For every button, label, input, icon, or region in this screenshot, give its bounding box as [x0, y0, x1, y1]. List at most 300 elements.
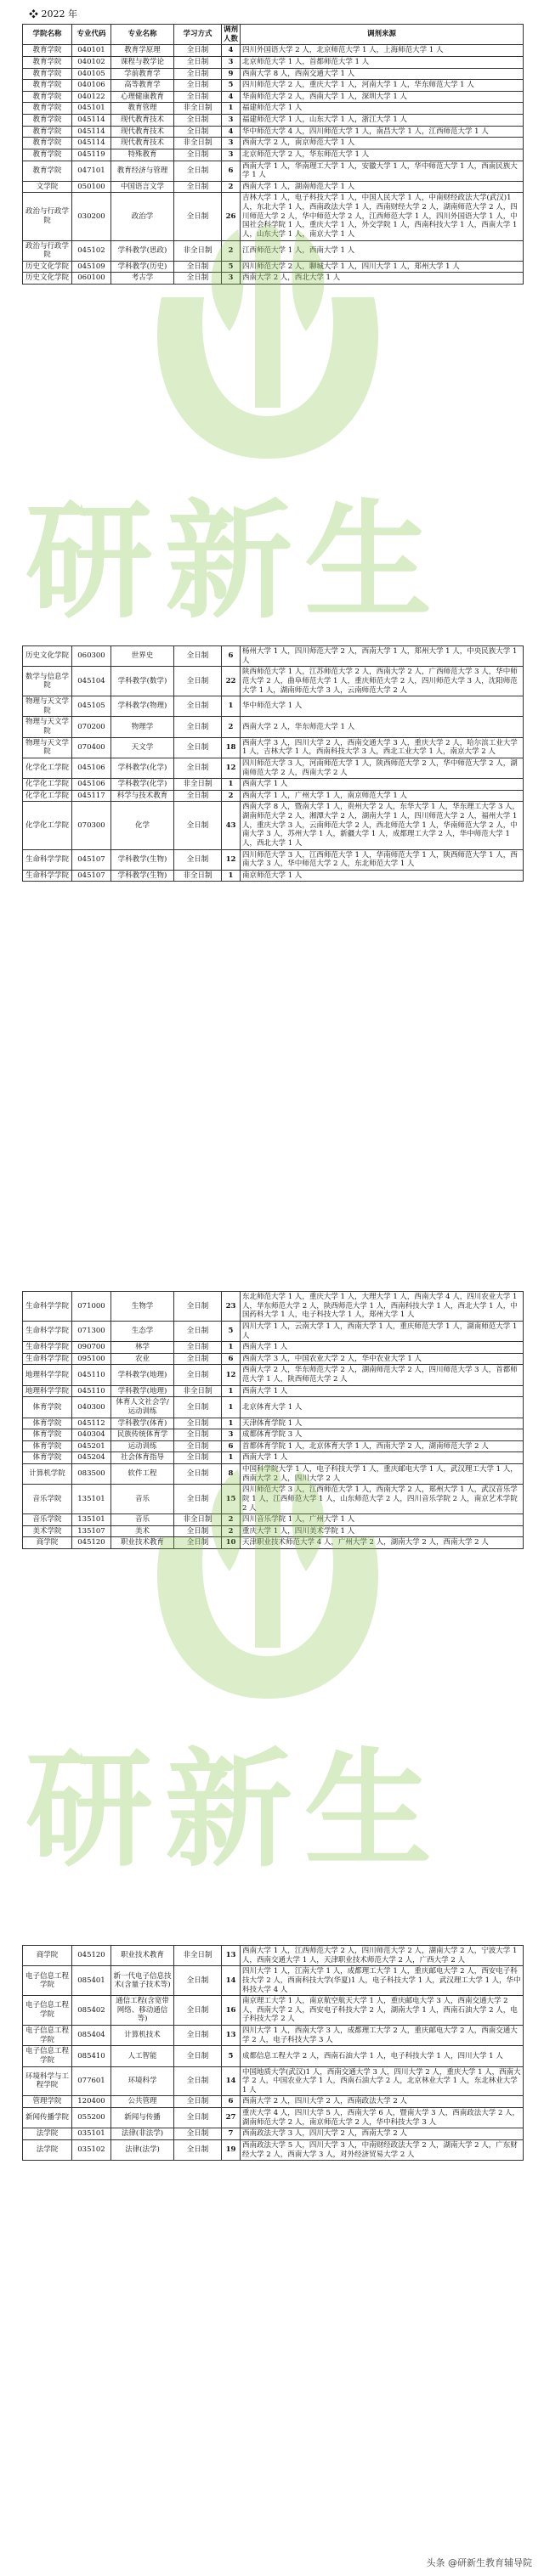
count-cell: 7: [222, 2128, 241, 2140]
table-row: [23, 2096, 524, 2108]
mode-cell: 全日制: [174, 261, 222, 273]
table-row: [23, 2139, 524, 2160]
college-cell: 生命科学学院: [23, 849, 72, 870]
college-cell: 生命科学学院: [23, 1292, 72, 1322]
table-row: [23, 1365, 524, 1385]
table-row: [23, 1452, 524, 1464]
college-cell: 环境科学与工程学院: [23, 2066, 72, 2096]
source-cell: 西南大学 1 人，江西师范大学 2 人，四川师范大学 2 人，湖南大学 2 人，宁波大学 1 人，西南交通大学 1 人，天津职业技术师范大学 2 人，广西大学 2 人: [241, 1946, 524, 1966]
mode-cell: 全日制: [174, 737, 222, 758]
count-cell: 1: [222, 779, 241, 791]
source-cell: 江西师范大学 1 人，西南大学 1 人: [241, 240, 524, 261]
college-cell: 历史文化学院: [23, 273, 72, 285]
major-cell: 化学: [111, 802, 174, 849]
source-cell: 天津体育学院 1 人: [241, 1418, 524, 1429]
code-cell: 045104: [72, 667, 111, 696]
college-cell: 电子信息工程学院: [23, 2046, 72, 2066]
source-cell: 天津职业技术师范大学 4 人，广州大学 2 人，湖南大学 2 人，西南大学 2 人: [241, 1537, 524, 1549]
source-cell: 西南大学 1 人: [241, 1385, 524, 1397]
source-cell: 西南大学 2 人，华东师范大学 1 人: [241, 717, 524, 737]
table-row: [23, 1440, 524, 1452]
college-cell: 体育学院: [23, 1429, 72, 1441]
mode-cell: 全日制: [174, 1321, 222, 1341]
code-cell: 045106: [72, 779, 111, 791]
count-cell: 12: [222, 758, 241, 778]
transfer-table: [22, 24, 524, 285]
transfer-table: [22, 1945, 524, 2161]
mode-cell: 全日制: [174, 1353, 222, 1365]
source-cell: 东北师范大学 1 人，重庆大学 1 人，大理大学 1 人，西南大学 4 人，四川农业大学 1 人，华东师范大学 2 人，陕西师范大学 1 人，西南科技大学 1 人，西北大学 1 人，中国药科大学 1 人，电子科技大学 1 人，郑州大学 1 人: [241, 1292, 524, 1322]
code-cell: 060100: [72, 273, 111, 285]
count-cell: 1: [222, 1452, 241, 1464]
source-cell: 成都信息工程大学 2 人，西南石油大学 1 人，电子科技大学 1 人，四川大学 1 人: [241, 2046, 524, 2066]
count-cell: 12: [222, 1365, 241, 1385]
table-row: [23, 1342, 524, 1354]
mode-cell: 全日制: [174, 1418, 222, 1429]
source-cell: 南京师范大学 1 人: [241, 870, 524, 882]
table-panel-2: [22, 645, 524, 882]
count-cell: 2: [222, 717, 241, 737]
table-row: [23, 1429, 524, 1441]
code-cell: 070400: [72, 737, 111, 758]
table-row: [23, 273, 524, 285]
source-cell: 四川师范大学 3 人，江西师范大学 1 人，西南大学 2 人，郑州大学 1 人，武汉音乐学院 1 人，江西师范大学 1 人，山东师范大学 2 人，四川音乐学院 2 人，南京艺术学院 2 人: [241, 1485, 524, 1514]
source-cell: 西南大学 3 人，四川大学 2 人，西南交通大学 3 人，重庆大学 2 人，哈尔滨工业大学 1 人，吉林大学 1 人，西南科技大学 3 人，西北工业大学 1 人，南京大学 2 人: [241, 737, 524, 758]
table-row: [23, 758, 524, 778]
table-row: [23, 115, 524, 127]
mode-cell: 全日制: [174, 80, 222, 92]
mode-cell: 非全日制: [174, 240, 222, 261]
count-cell: 1: [222, 1418, 241, 1429]
code-cell: 040304: [72, 1429, 111, 1441]
count-cell: 3: [222, 1429, 241, 1441]
source-cell: 南京理工大学 1 人，南京航空航天大学 1 人，重庆邮电大学 3 人，西南交通大学 2 人，西南大学 2 人，西安电子科技大学 2 人，湖南大学 1 人，西南石油大学 2 人，电子科技大学 2 人: [241, 1996, 524, 2026]
college-cell: 法学院: [23, 2139, 72, 2160]
mode-cell: 非全日制: [174, 1514, 222, 1526]
mode-cell: 全日制: [174, 193, 222, 240]
source-cell: 四川师范大学 2 人，重庆大学 1 人，河南大学 1 人，华东师范大学 1 人: [241, 80, 524, 92]
college-cell: 体育学院: [23, 1452, 72, 1464]
mode-cell: 全日制: [174, 696, 222, 717]
source-cell: 重庆大学 4 人，四川大学 5 人，西南大学 6 人，暨南大学 3 人，西南政法大学 2 人，湖南师范大学 2 人，南京师范大学 2 人，华中科技大学 3 人: [241, 2108, 524, 2128]
mode-cell: 全日制: [174, 1440, 222, 1452]
source-cell: 四川师范大学 3 人，河南师范大学 1 人，陕西师范大学 2 人，华中师范大学 2 人，湖南师范大学 2 人，西南大学 2 人: [241, 758, 524, 778]
mode-cell: 全日制: [174, 1996, 222, 2026]
count-cell: 2: [222, 240, 241, 261]
code-cell: 085402: [72, 1996, 111, 2026]
count-cell: 6: [222, 161, 241, 181]
code-cell: 045114: [72, 138, 111, 149]
source-cell: 四川大学 1 人，云南大学 1 人，西南大学 1 人，重庆师范大学 1 人，湖南师范大学 1 人: [241, 1321, 524, 1341]
count-cell: 5: [222, 1321, 241, 1341]
major-cell: 法律(法学): [111, 2139, 174, 2160]
mode-cell: 全日制: [174, 68, 222, 80]
source-cell: 西南大学 1 人，湖南师范大学 1 人: [241, 181, 524, 193]
table-row: [23, 1418, 524, 1429]
major-cell: 科学与技术教育: [111, 790, 174, 802]
count-cell: 3: [222, 273, 241, 285]
mode-cell: 非全日制: [174, 870, 222, 882]
source-cell: 华南师范大学 2 人，西南大学 1 人，深圳大学 1 人: [241, 91, 524, 103]
code-cell: 045119: [72, 149, 111, 161]
table-row: [23, 717, 524, 737]
source-cell: 西南大学 1 人: [241, 1452, 524, 1464]
major-cell: 教育管理: [111, 103, 174, 115]
source-cell: 成都体育学院 3 人: [241, 1429, 524, 1441]
code-cell: 040105: [72, 68, 111, 80]
major-cell: 生态学: [111, 1321, 174, 1341]
college-cell: 计算机学院: [23, 1464, 72, 1485]
major-cell: 学科教学(思政): [111, 240, 174, 261]
college-cell: 物理与天文学院: [23, 717, 72, 737]
table-row: [23, 138, 524, 149]
mode-cell: 全日制: [174, 802, 222, 849]
count-cell: 3: [222, 149, 241, 161]
college-cell: 地理科学学院: [23, 1385, 72, 1397]
major-cell: 学前教育学: [111, 68, 174, 80]
source-cell: 福建师范大学 1 人: [241, 103, 524, 115]
column-header: 专业名称: [111, 25, 174, 45]
count-cell: 3: [222, 56, 241, 68]
code-cell: 045204: [72, 1452, 111, 1464]
count-cell: 3: [222, 138, 241, 149]
table-row: [23, 1397, 524, 1418]
mode-cell: 全日制: [174, 115, 222, 127]
source-cell: 西南大学 1 人: [241, 779, 524, 791]
count-cell: 4: [222, 91, 241, 103]
code-cell: 045120: [72, 1946, 111, 1966]
table-row: [23, 1321, 524, 1341]
mode-cell: 全日制: [174, 1397, 222, 1418]
count-cell: 23: [222, 1292, 241, 1322]
table-row: [23, 1385, 524, 1397]
mode-cell: 全日制: [174, 1537, 222, 1549]
code-cell: 060300: [72, 646, 111, 667]
column-header: 学院名称: [23, 25, 72, 45]
count-cell: 6: [222, 646, 241, 667]
major-cell: 学科教学(物理): [111, 696, 174, 717]
major-cell: 学科教学(历史): [111, 261, 174, 273]
college-cell: 教育学院: [23, 80, 72, 92]
code-cell: 045112: [72, 1418, 111, 1429]
source-cell: 福建师范大学 1 人，山东大学 1 人，浙江大学 1 人: [241, 115, 524, 127]
college-cell: 化学化工学院: [23, 802, 72, 849]
source-cell: 西南大学 1 人，华南理工大学 1 人，安徽大学 1 人，华中师范大学 1 人，西南民族大学 1 人: [241, 161, 524, 181]
table-row: [23, 1485, 524, 1514]
source-cell: 首都体育学院 1 人，北京体育大学 1 人，西南大学 2 人，湖南师范大学 2 人: [241, 1440, 524, 1452]
table-row: [23, 103, 524, 115]
source-cell: 西南大学 8 人，暨南大学 1 人，贵州大学 2 人，东华大学 1 人，华东理工大学 3 人，湖南师范大学 2 人，湘潭大学 2 人，湖南大学 1 人，四川师范大学 2 人，福州大学 1 人，重庆大学 3 人，云南师范大学 2 人，西北师范大学 1 人，华南师范大学 2 人，中南大学 3 人，苏州大学 1 人，新疆大学 1 人，成都理工大学 2 人，华中师范大学 1 人，西北大学 1 人: [241, 802, 524, 849]
count-cell: 1: [222, 870, 241, 882]
college-cell: 教育学院: [23, 56, 72, 68]
count-cell: 2: [222, 181, 241, 193]
college-cell: 教育学院: [23, 68, 72, 80]
code-cell: 135107: [72, 1525, 111, 1537]
major-cell: 职业技术教育: [111, 1946, 174, 1966]
code-cell: 045102: [72, 240, 111, 261]
mode-cell: 全日制: [174, 1525, 222, 1537]
major-cell: 特殊教育: [111, 149, 174, 161]
mode-cell: 全日制: [174, 1966, 222, 1996]
college-cell: 物理与天文学院: [23, 696, 72, 717]
source-cell: 中国科学院大学 1 人，电子科技大学 1 人，重庆邮电大学 1 人，武汉理工大学 1 人，西南大学 2 人，四川大学 2 人: [241, 1464, 524, 1485]
college-cell: 音乐学院: [23, 1485, 72, 1514]
college-cell: 地理科学学院: [23, 1365, 72, 1385]
major-cell: 公共管理: [111, 2096, 174, 2108]
college-cell: 历史文化学院: [23, 261, 72, 273]
major-cell: 学科教学(生物): [111, 849, 174, 870]
college-cell: 商学院: [23, 1537, 72, 1549]
mode-cell: 全日制: [174, 126, 222, 138]
college-cell: 化学化工学院: [23, 779, 72, 791]
source-cell: 北京师范大学 2 人，华东师范大学 1 人: [241, 149, 524, 161]
mode-cell: 全日制: [174, 1485, 222, 1514]
table-row: [23, 779, 524, 791]
code-cell: 045106: [72, 758, 111, 778]
major-cell: 音乐: [111, 1485, 174, 1514]
mode-cell: 全日制: [174, 2066, 222, 2096]
count-cell: 4: [222, 126, 241, 138]
major-cell: 考古学: [111, 273, 174, 285]
source-cell: 西南大学 8 人，西南交通大学 1 人: [241, 68, 524, 80]
count-cell: 1: [222, 1342, 241, 1354]
college-cell: 生命科学学院: [23, 870, 72, 882]
count-cell: 8: [222, 1464, 241, 1485]
mode-cell: 全日制: [174, 2108, 222, 2128]
table-row: [23, 91, 524, 103]
mode-cell: 全日制: [174, 91, 222, 103]
column-header: 调剂来源: [241, 25, 524, 45]
table-row: [23, 2026, 524, 2046]
mode-cell: 全日制: [174, 790, 222, 802]
college-cell: 文学院: [23, 181, 72, 193]
count-cell: 12: [222, 849, 241, 870]
major-cell: 物理学: [111, 717, 174, 737]
table-row: [23, 1525, 524, 1537]
source-cell: 西南大学 2 人，南京师范大学 1 人: [241, 138, 524, 149]
count-cell: 1: [222, 103, 241, 115]
source-cell: 陕西师范大学 1 人，江苏师范大学 2 人，西南大学 2 人，广西师范大学 3 人，华中师范大学 2 人，曲阜师范大学 1 人，重庆师范大学 2 人，四川师范大学 3 人，沈阳师范大学 1 人，湖南师范大学 3 人，云南师范大学 2 人: [241, 667, 524, 696]
code-cell: 045109: [72, 261, 111, 273]
source-cell: 吉林大学 1 人，电子科技大学 1 人，中国人民大学 1 人，中南财经政法大学(武汉)1 人，东北大学 1 人，西南政法大学 1 人，西南财经大学 2 人，湖南师范大学 2 人，四川师范大学 2 人，华中师范大学 2 人，江西师范大学 1 人，四川外国语大学 1 人，中国社会科学院 1 人，重庆大学 1 人，外交学院 1 人，西南科技大学 1 人，西南大学 1 人，山东大学 1 人，南京大学 1 人: [241, 193, 524, 240]
major-cell: 学科教学(化学): [111, 779, 174, 791]
mode-cell: 全日制: [174, 56, 222, 68]
major-cell: 音乐: [111, 1514, 174, 1526]
source-cell: 重庆大学 1 人，四川美术学院 1 人: [241, 1525, 524, 1537]
table-row: [23, 149, 524, 161]
major-cell: 学科教学(地理): [111, 1365, 174, 1385]
count-cell: 26: [222, 193, 241, 240]
college-cell: 法学院: [23, 2128, 72, 2140]
major-cell: 教育经济与管理: [111, 161, 174, 181]
college-cell: 教育学院: [23, 91, 72, 103]
table-panel-4: [22, 1945, 524, 2161]
source-cell: 西南大学 1 人，广州大学 1 人，南京师范大学 1 人: [241, 790, 524, 802]
college-cell: 电子信息工程学院: [23, 1996, 72, 2026]
table-row: [23, 1464, 524, 1485]
college-cell: 生命科学学院: [23, 1321, 72, 1341]
college-cell: 化学化工学院: [23, 790, 72, 802]
source-cell: 北京师范大学 1 人，首都师范大学 1 人: [241, 56, 524, 68]
major-cell: 民族传统体育学: [111, 1429, 174, 1441]
major-cell: 现代教育技术: [111, 138, 174, 149]
mode-cell: 全日制: [174, 181, 222, 193]
count-cell: 43: [222, 802, 241, 849]
count-cell: 1: [222, 1385, 241, 1397]
count-cell: 18: [222, 737, 241, 758]
source-cell: 四川大学 1 人，江南大学 1 人，成都理工大学 1 人，重庆邮电大学 2 人，西安电子科技大学 2 人，西南科技大学(华夏)1 人，电子科技大学 1 人，武汉理工大学 1 人，华中科技大学 4 人: [241, 1966, 524, 1996]
college-cell: 电子信息工程学院: [23, 1966, 72, 1996]
college-cell: 生命科学学院: [23, 1342, 72, 1354]
table-row: [23, 1946, 524, 1966]
source-cell: 西南大学 2 人，四川大学 2 人，西南政法大学 2 人: [241, 2096, 524, 2108]
mode-cell: 非全日制: [174, 1385, 222, 1397]
major-cell: 政治学: [111, 193, 174, 240]
table-row: [23, 2066, 524, 2096]
count-cell: 1: [222, 696, 241, 717]
code-cell: 045110: [72, 1385, 111, 1397]
code-cell: 045110: [72, 1365, 111, 1385]
year-heading: ❖ 2022 年: [29, 8, 77, 20]
count-cell: 9: [222, 68, 241, 80]
major-cell: 运动训练: [111, 1440, 174, 1452]
table-row: [23, 849, 524, 870]
code-cell: 040102: [72, 56, 111, 68]
count-cell: 19: [222, 2139, 241, 2160]
count-cell: 14: [222, 2066, 241, 2096]
table-row: [23, 68, 524, 80]
table-panel-1: [22, 24, 524, 285]
mode-cell: 全日制: [174, 849, 222, 870]
mode-cell: 全日制: [174, 1429, 222, 1441]
code-cell: 045120: [72, 1537, 111, 1549]
table-row: [23, 667, 524, 696]
major-cell: 学科教学(体育): [111, 1418, 174, 1429]
code-cell: 045201: [72, 1440, 111, 1452]
code-cell: 040300: [72, 1397, 111, 1418]
code-cell: 085410: [72, 2046, 111, 2066]
code-cell: 085404: [72, 2026, 111, 2046]
mode-cell: 全日制: [174, 45, 222, 57]
count-cell: 1: [222, 1397, 241, 1418]
table-row: [23, 161, 524, 181]
major-cell: 学科教学(生物): [111, 870, 174, 882]
mode-cell: 全日制: [174, 758, 222, 778]
count-cell: 22: [222, 667, 241, 696]
count-cell: 13: [222, 2026, 241, 2046]
table-row: [23, 193, 524, 240]
mode-cell: 非全日制: [174, 1946, 222, 1966]
code-cell: 035102: [72, 2139, 111, 2160]
source-cell: 西南政法大学 3 人，四川大学 2 人，西南大学 2 人: [241, 2128, 524, 2140]
source-cell: 四川师范大学 3 人，江西师范大学 1 人，华南师范大学 1 人，陕西师范大学 1 人，西南大学 3 人，华中师范大学 2 人，东北师范大学 1 人: [241, 849, 524, 870]
major-cell: 学科教学(化学): [111, 758, 174, 778]
code-cell: 045105: [72, 696, 111, 717]
major-cell: 心理健康教育: [111, 91, 174, 103]
college-cell: 体育学院: [23, 1418, 72, 1429]
code-cell: 045107: [72, 849, 111, 870]
major-cell: 人工智能: [111, 2046, 174, 2066]
mode-cell: 全日制: [174, 1342, 222, 1354]
code-cell: 077601: [72, 2066, 111, 2096]
code-cell: 070300: [72, 802, 111, 849]
table-panel-3: [22, 1291, 524, 1549]
code-cell: 135101: [72, 1485, 111, 1514]
code-cell: 045101: [72, 103, 111, 115]
major-cell: 美术: [111, 1525, 174, 1537]
major-cell: 教育学原理: [111, 45, 174, 57]
code-cell: 040101: [72, 45, 111, 57]
count-cell: 6: [222, 1440, 241, 1452]
count-cell: 6: [222, 2096, 241, 2108]
table-row: [23, 2046, 524, 2066]
watermark-text: 研新生: [26, 1737, 445, 1885]
major-cell: 新闻与传播: [111, 2108, 174, 2128]
major-cell: 天文学: [111, 737, 174, 758]
code-cell: 055200: [72, 2108, 111, 2128]
code-cell: 120400: [72, 2096, 111, 2108]
code-cell: 090700: [72, 1342, 111, 1354]
mode-cell: 全日制: [174, 273, 222, 285]
count-cell: 15: [222, 1485, 241, 1514]
code-cell: 040122: [72, 91, 111, 103]
college-cell: 生命科学学院: [23, 1353, 72, 1365]
table-row: [23, 2108, 524, 2128]
major-cell: 计算机技术: [111, 2026, 174, 2046]
college-cell: 管理学院: [23, 2096, 72, 2108]
source-cell: 中国地质大学(武汉)1 人，西南交通大学 3 人，四川大学 2 人，重庆大学 1 人，西南大学 2 人，中国农业大学 1 人，西南石油大学 2 人，北京林业大学 1 人，东北林业大学 1 人: [241, 2066, 524, 2096]
source-cell: 西南大学 1 人: [241, 1342, 524, 1354]
major-cell: 环境科学: [111, 2066, 174, 2096]
code-cell: 085401: [72, 1966, 111, 1996]
source-cell: 四川外国语大学 2 人，北京师范大学 1 人，上海师范大学 1 人: [241, 45, 524, 57]
major-cell: 现代教育技术: [111, 115, 174, 127]
mode-cell: 全日制: [174, 1365, 222, 1385]
table-row: [23, 737, 524, 758]
college-cell: 教育学院: [23, 115, 72, 127]
count-cell: 2: [222, 1525, 241, 1537]
major-cell: 高等教育学: [111, 80, 174, 92]
college-cell: 教育学院: [23, 126, 72, 138]
table-row: [23, 1353, 524, 1365]
college-cell: 电子信息工程学院: [23, 2026, 72, 2046]
college-cell: 化学化工学院: [23, 758, 72, 778]
mode-cell: 全日制: [174, 667, 222, 696]
table-row: [23, 1537, 524, 1549]
transfer-table: [22, 1291, 524, 1549]
code-cell: 135101: [72, 1514, 111, 1526]
mode-cell: 非全日制: [174, 779, 222, 791]
count-cell: 27: [222, 2108, 241, 2128]
table-row: [23, 45, 524, 57]
code-cell: 045114: [72, 115, 111, 127]
count-cell: 5: [222, 261, 241, 273]
table-row: [23, 1292, 524, 1322]
code-cell: 045114: [72, 126, 111, 138]
mode-cell: 全日制: [174, 2139, 222, 2160]
mode-cell: 全日制: [174, 2096, 222, 2108]
major-cell: 世界史: [111, 646, 174, 667]
table-row: [23, 56, 524, 68]
code-cell: 083500: [72, 1464, 111, 1485]
college-cell: 美术学院: [23, 1525, 72, 1537]
mode-cell: 全日制: [174, 2026, 222, 2046]
code-cell: 040106: [72, 80, 111, 92]
mode-cell: 全日制: [174, 2128, 222, 2140]
transfer-table: [22, 645, 524, 882]
count-cell: 5: [222, 80, 241, 92]
code-cell: 071300: [72, 1321, 111, 1341]
